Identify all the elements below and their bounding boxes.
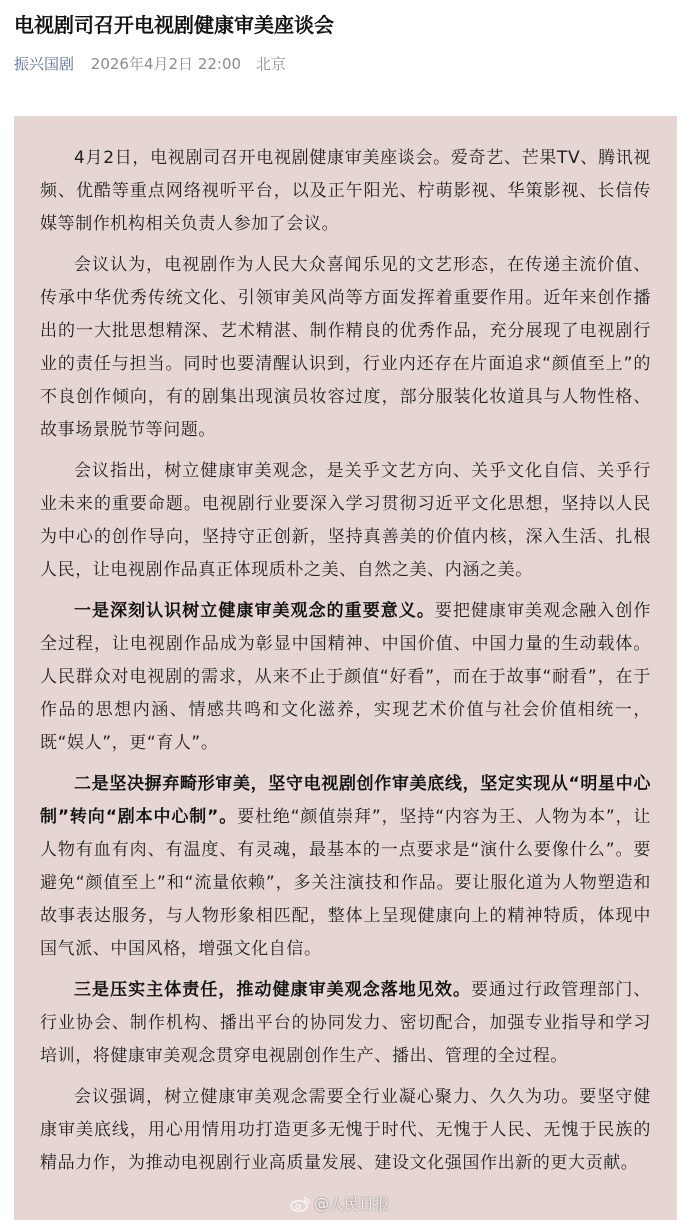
paragraph-6-body: 要通过行政管理部门、行业协会、制作机构、播出平台的协同发力、密切配合，加强专业指导和学习培训，将健康审美观念贯穿电视剧创作生产、播出、管理的全过程。 (40, 980, 652, 1066)
publish-date: 2026年4月2日 22:00 (90, 55, 242, 73)
article-meta (14, 53, 286, 75)
paragraph-4 (40, 595, 651, 760)
paragraph-4-heading: 一是深刻认识树立健康审美观念的重要意义。 (74, 601, 435, 621)
weibo-icon (290, 1196, 310, 1212)
paragraph-1: 4月2日，电视剧司召开电视剧健康审美座谈会。爱奇艺、芒果TV、腾讯视频、优酷等重点网络视听平台，以及正午阳光、柠萌影视、华策影视、长信传媒等制作机构相关负责人参加了会议。 (40, 148, 651, 234)
publish-location: 北京 (255, 55, 286, 73)
paragraph-6 (40, 974, 651, 1073)
paragraph-4-body: 要把健康审美观念融入创作全过程，让电视剧作品成为彰显中国精神、中国价值、中国力量的生动载体。人民群众对电视剧的需求，从来不止于颜值“好看”，而在于故事“耐看”，在于作品的思想内涵、情感共鸣和文化滋养，实现艺术价值与社会价值相统一，既“娱人”，更“育人”。 (40, 601, 652, 753)
author-link[interactable]: 振兴国剧 (14, 55, 75, 73)
weibo-watermark (290, 1193, 389, 1215)
article-image (14, 116, 677, 1220)
paragraph-2: 会议认为，电视剧作为人民大众喜闻乐见的文艺形态，在传递主流价值、传承中华优秀传统文化、引领审美风尚等方面发挥着重要作用。近年来创作播出的一大批思想精深、艺术精湛、制作精良的优秀作品，充分展现了电视剧行业的责任与担当。同时也要清醒认识到，行业内还存在片面追求“颜值至上”的不良创作倾向，有的剧集出现演员妆容过度，部分服装化妆道具与人物性格、故事场景脱节等问题。 (40, 255, 651, 440)
paragraph-5-heading: 二是坚决摒弃畸形审美，坚守电视剧创作审美底线，坚定实现从“明星中心制”转向“剧本中心制”。 (40, 774, 651, 827)
paragraph-7: 会议强调，树立健康审美观念需要全行业凝心聚力、久久为功。要坚守健康审美底线，用心用情用功打造更多无愧于时代、无愧于人民、无愧于民族的精品力作，为推动电视剧行业高质量发展、建设文化强国作出新的更大贡献。 (40, 1087, 651, 1173)
paragraph-5-body: 要杜绝“颜值崇拜”，坚持“内容为王、人物为本”，让人物有血有肉、有温度、有灵魂，最基本的一点要求是“演什么要像什么”。要避免“颜值至上”和“流量依赖”，多关注演技和作品。要让服化道为人物塑造和故事表达服务，与人物形象相匹配，整体上呈现健康向上的精神特质，体现中国气派、中国风格，增强文化自信。 (40, 807, 652, 959)
paragraph-5 (40, 768, 651, 966)
paragraph-6-heading: 三是压实主体责任，推动健康审美观念落地见效。 (74, 980, 471, 1000)
article-title: 电视剧司召开电视剧健康审美座谈会 (14, 13, 334, 37)
watermark-text: @人民日报 (314, 1195, 390, 1213)
paragraph-3: 会议指出，树立健康审美观念，是关乎文艺方向、关乎文化自信、关乎行业未来的重要命题。电视剧行业要深入学习贯彻习近平文化思想，坚持以人民为中心的创作导向，坚持守正创新，坚持真善美的价值内核，深入生活、扎根人民，让电视剧作品真正体现质朴之美、自然之美、内涵之美。 (40, 461, 651, 580)
